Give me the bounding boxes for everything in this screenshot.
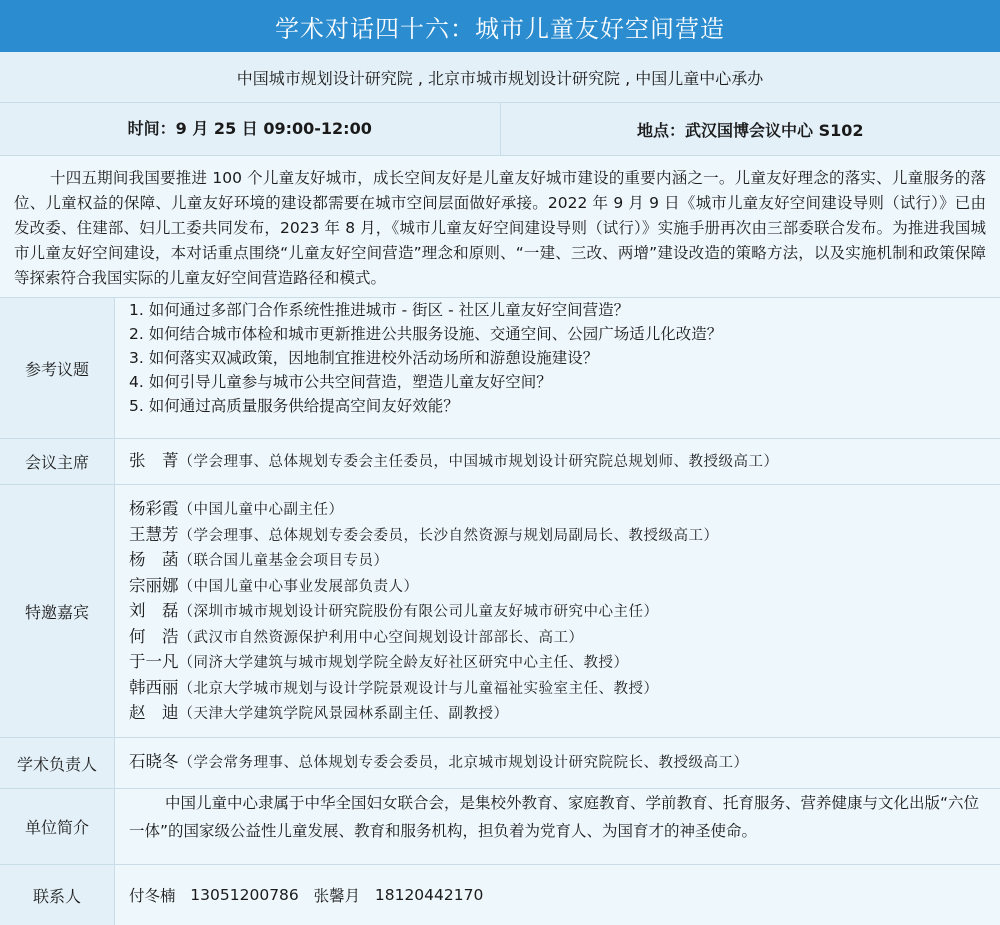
contact-phone: 13051200786 — [190, 886, 298, 904]
guest-role: （中国儿童中心事业发展部负责人） — [179, 579, 419, 595]
topics-list — [115, 298, 1000, 438]
chair-content — [115, 439, 1000, 484]
time-location-row — [0, 103, 1000, 156]
guest-role: （联合国儿童基金会项目专员） — [179, 553, 389, 569]
guest-name: 杨 菡 — [129, 548, 179, 573]
topics-label: 参考议题 — [0, 298, 115, 438]
guest-item — [129, 599, 988, 625]
guests-list — [115, 485, 1000, 737]
academic-lead-role: （学会常务理事、总体规划专委会委员，北京城市规划设计研究院院长、教授级高工） — [179, 755, 749, 771]
contact-label: 联系人 — [0, 865, 115, 925]
chair-row — [0, 439, 1000, 485]
academic-lead-content — [115, 738, 1000, 788]
academic-lead-row — [0, 738, 1000, 789]
unit-label: 单位简介 — [0, 789, 115, 864]
guest-role: （武汉市自然资源保护利用中心空间规划设计部部长、高工） — [179, 630, 584, 646]
guest-role: （学会理事、总体规划专委会委员，长沙自然资源与规划局副局长、教授级高工） — [179, 528, 719, 544]
guests-row — [0, 485, 1000, 738]
guest-role: （同济大学建筑与城市规划学院全龄友好社区研究中心主任、教授） — [179, 655, 629, 671]
guest-item — [129, 497, 988, 523]
guest-item — [129, 650, 988, 676]
contact-content — [115, 865, 1000, 925]
guest-item — [129, 548, 988, 574]
topic-item: 3. 如何落实双减政策，因地制宜推进校外活动场所和游憩设施建设？ — [129, 346, 988, 370]
guest-name: 韩西丽 — [129, 676, 179, 701]
topic-item: 5. 如何通过高质量服务供给提高空间友好效能？ — [129, 394, 988, 418]
topic-item: 2. 如何结合城市体检和城市更新推进公共服务设施、交通空间、公园广场适儿化改造？ — [129, 322, 988, 346]
guest-item — [129, 676, 988, 702]
page-title: 学术对话四十六：城市儿童友好空间营造 — [0, 0, 1000, 52]
guest-name: 王慧芳 — [129, 523, 179, 548]
contact-row — [0, 865, 1000, 925]
chair-label: 会议主席 — [0, 439, 115, 484]
guest-name: 于一凡 — [129, 650, 179, 675]
academic-lead-label: 学术负责人 — [0, 738, 115, 788]
organizers: 中国城市规划设计研究院 , 北京市城市规划设计研究院 , 中国儿童中心承办 — [0, 52, 1000, 103]
guest-name: 赵 迪 — [129, 701, 179, 726]
guest-item — [129, 625, 988, 651]
chair-role: （学会理事、总体规划专委会主任委员，中国城市规划设计研究院总规划师、教授级高工） — [179, 454, 779, 470]
topic-item: 4. 如何引导儿童参与城市公共空间营造，塑造儿童友好空间？ — [129, 370, 988, 394]
contact-person: 张馨月 — [314, 884, 361, 906]
guest-role: （北京大学城市规划与设计学院景观设计与儿童福祉实验室主任、教授） — [179, 681, 659, 697]
academic-lead-name: 石晓冬 — [129, 750, 179, 775]
topics-row — [0, 298, 1000, 439]
guest-role: （天津大学建筑学院风景园林系副主任、副教授） — [179, 706, 509, 722]
guest-role: （中国儿童中心副主任） — [179, 502, 344, 518]
unit-text: 中国儿童中心隶属于中华全国妇女联合会，是集校外教育、家庭教育、学前教育、托育服务、营养健康与文化出版“六位一体”的国家级公益性儿童发展、教育和服务机构，担负着为党育人、为国育才的神圣使命。 — [115, 789, 1000, 864]
guest-name: 宗丽娜 — [129, 574, 179, 599]
time: 时间：9 月 25 日 09:00-12:00 — [0, 103, 501, 155]
guest-item — [129, 574, 988, 600]
guest-name: 杨彩霞 — [129, 497, 179, 522]
guests-label: 特邀嘉宾 — [0, 485, 115, 737]
contact-person: 付冬楠 — [129, 884, 176, 906]
guest-item — [129, 523, 988, 549]
intro-paragraph: 十四五期间我国要推进 100 个儿童友好城市，成长空间友好是儿童友好城市建设的重要内涵之一。儿童友好理念的落实、儿童服务的落位、儿童权益的保障、儿童友好环境的建设都需要在城市空间层面做好承接。2022 年 9 月 9 日《城市儿童友好空间建设导则（试行）》已由发改委、住建部、妇儿工委共同发布，2023 年 8 月，《城市儿童友好空间建设导则（试行）》实施手册再次由三部委联合发布。为推进我国城市儿童友好空间建设，本对话重点围绕“儿童友好空间营造”理念和原则、“一建、三改、两增”建设改造的策略方法，以及实施机制和政策保障等探索符合我国实际的儿童友好空间营造路径和模式。 — [0, 156, 1000, 298]
contact-phone: 18120442170 — [375, 886, 483, 904]
chair-name: 张 菁 — [129, 449, 179, 474]
guest-item — [129, 701, 988, 727]
topic-item: 1. 如何通过多部门合作系统性推进城市 - 街区 - 社区儿童友好空间营造？ — [129, 298, 988, 322]
location: 地点：武汉国博会议中心 S102 — [501, 118, 1000, 141]
guest-name: 何 浩 — [129, 625, 179, 650]
unit-row — [0, 789, 1000, 865]
guest-name: 刘 磊 — [129, 599, 179, 624]
guest-role: （深圳市城市规划设计研究院股份有限公司儿童友好城市研究中心主任） — [179, 604, 659, 620]
